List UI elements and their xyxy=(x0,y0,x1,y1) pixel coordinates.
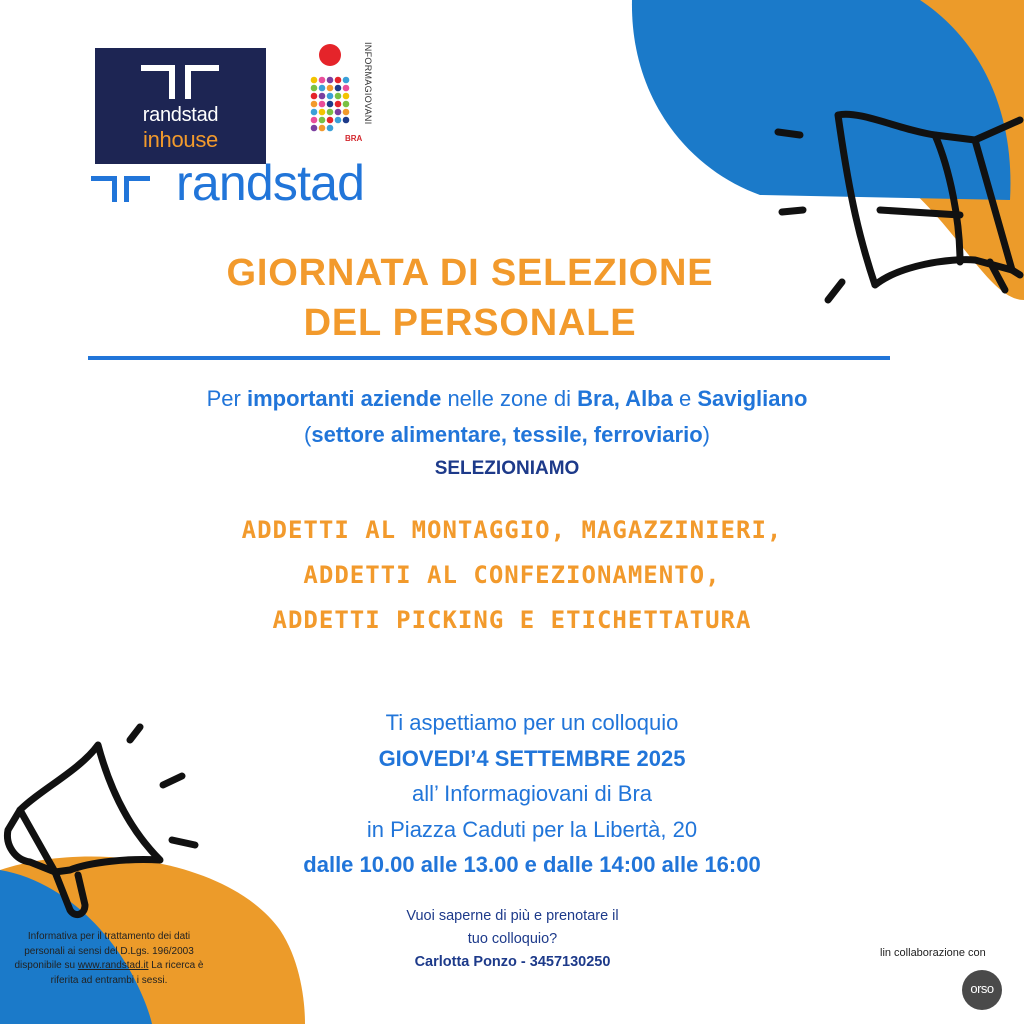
randstad-inhouse-logo xyxy=(95,48,266,164)
orso-logo: orso xyxy=(962,970,1002,1010)
event-place: all’ Informagiovani di Bra xyxy=(411,781,653,806)
intro-highlight: Savigliano xyxy=(697,386,808,411)
intro-line-1 xyxy=(90,381,924,417)
role-line: ADDETTI PICKING E ETICHETTATURA xyxy=(272,606,752,634)
page-title xyxy=(150,248,790,348)
randstad-logo-mark xyxy=(141,65,219,99)
event-date: GIOVEDI’4 SETTEMBRE 2025 xyxy=(378,745,686,771)
collaboration-label: lin collaborazione con xyxy=(880,947,986,959)
intro-highlight: Bra, Alba xyxy=(577,386,673,411)
intro-text-part: e xyxy=(672,386,698,411)
title-line-1: GIORNATA DI SELEZIONE xyxy=(226,252,714,294)
intro-text-part: ) xyxy=(702,422,710,447)
privacy-link[interactable]: www.randstad.it xyxy=(77,960,149,971)
randstad-wordmark: randstad xyxy=(176,155,365,211)
intro-sectors: settore alimentare, tessile, ferroviario xyxy=(311,422,703,447)
roles-list xyxy=(60,508,964,643)
event-address: in Piazza Caduti per la Libertà, 20 xyxy=(366,816,698,842)
contact-question-1: Vuoi saperne di più e prenotare il xyxy=(406,908,619,924)
intro-text-part: Per xyxy=(206,386,247,411)
informagiovani-vertical-text: INFORMAGIOVANI xyxy=(363,42,373,125)
selezioniamo-label: SELEZIONIAMO xyxy=(434,458,580,479)
intro-text xyxy=(90,381,924,453)
contact-name-phone: Carlotta Ponzo - 3457130250 xyxy=(414,954,611,970)
privacy-notice xyxy=(14,930,204,988)
intro-text-part: nelle zone di xyxy=(441,386,578,411)
intro-highlight: importanti aziende xyxy=(246,386,442,411)
contact-question-2: tuo colloquio? xyxy=(467,931,558,947)
inhouse-logo-line1: randstad xyxy=(142,104,219,126)
privacy-text-end: La ricerca è riferita ad entrambi i sessi. xyxy=(50,960,204,986)
event-details xyxy=(180,705,884,883)
informagiovani-logo xyxy=(306,40,356,140)
informagiovani-city: BRA xyxy=(345,134,363,143)
privacy-text: Informativa per il trattamento dei dati personali ai sensi del D.Lgs. 196/2003 disponibile su xyxy=(14,931,194,971)
role-line: ADDETTI AL MONTAGGIO, MAGAZZINIERI, xyxy=(241,516,783,544)
contact-info xyxy=(340,905,685,974)
intro-line-2 xyxy=(90,417,924,453)
title-line-2: DEL PERSONALE xyxy=(303,302,637,344)
divider xyxy=(88,356,890,360)
randstad-logo-mark xyxy=(91,176,151,206)
role-line: ADDETTI AL CONFEZIONAMENTO, xyxy=(303,561,721,589)
inhouse-logo-line2: inhouse xyxy=(143,127,218,152)
event-hours: dalle 10.00 alle 13.00 e dalle 14:00 alle 16:00 xyxy=(303,852,761,877)
event-invite: Ti aspettiamo per un colloquio xyxy=(385,710,679,735)
intro-text-part: ( xyxy=(304,422,312,447)
